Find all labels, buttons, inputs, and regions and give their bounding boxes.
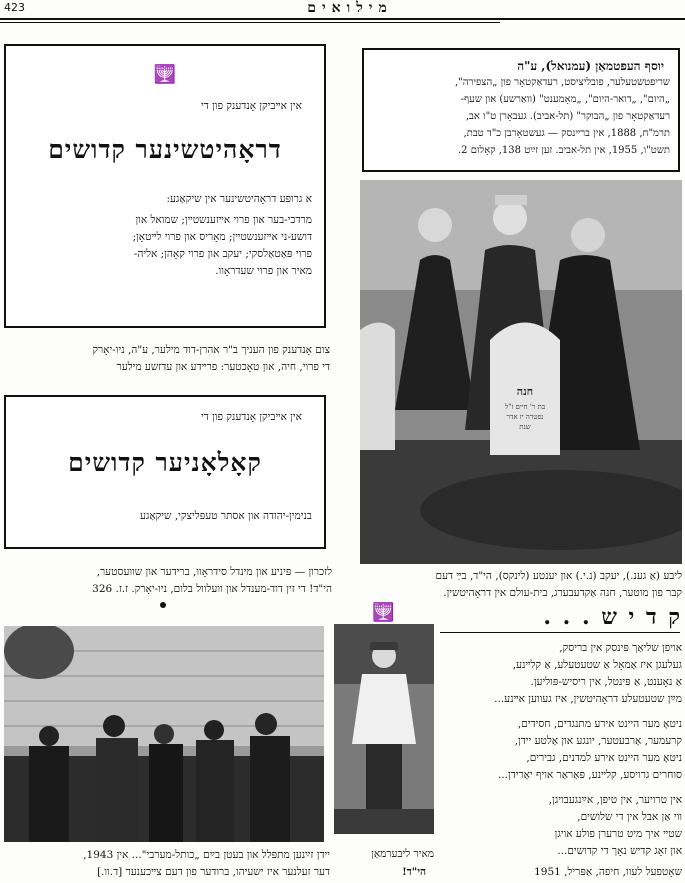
memorial-box-drohichin: [4, 44, 326, 328]
header-rule-thin: [0, 22, 500, 23]
header-rule: [0, 18, 685, 20]
kaddish-stanza-1: אויפן שליאַך פּינסק אין בריסק, געלעגן איז אַמאָל אַ שטעטעלע, אַ קלײנע, אַ נאָענט, אַ פּינטל, אין ריסיש-פּוליען. מײַן שטעטעלע דראָהיטשין, איז געווען אײנע...: [494, 642, 682, 705]
photo-meir-liberman: [334, 624, 434, 834]
page-number: 423: [4, 1, 25, 14]
box2-donors: בנימין-יהודה און אסתר טעפּליצקי, שיקאַגע: [139, 510, 312, 522]
photo-grave-visit: [360, 180, 682, 564]
kaddish-rule: [440, 632, 680, 633]
small-photo-name: מאיר ליבערמאַן: [371, 848, 434, 860]
memorial-box-kolonie: [4, 395, 326, 549]
box2-title: קאָלאָניער קדושים: [68, 448, 262, 477]
kaddish-title: ק ד י ש . . .: [543, 604, 682, 630]
zikaron-note: לזכרון — פּיניע און מינדל סידראָוו, ברידער און שוועסטער, הי"ד! די זין דוד-מענדל און וועלוול בלום, ניו-יאָרק. ז.ז. 326: [92, 566, 332, 595]
small-photo-tag: הי"ד!: [402, 866, 426, 878]
tombstone-text: בת ר' חיים ז"ל נפטרה יז אדר שנת: [504, 403, 546, 431]
photo-wall-caption: יידן זײַנען מתפּלל און בעטן בײַם „כותל-מערבי"... אין 1943, דער זעלנער איז ישעיהו, ברודער פון דעם צײכענער [ד.וו.]: [83, 849, 330, 878]
bio-text: שריפטשטעלער, פובליציסט, רעדאַקטאָר פון „הצפירה", „היום", „דואר-היום", „מאָמענט" (וואַרשע) און שעף- רעדאַקטאָר פון „הבוקר" (תל-אביב). געבאָרן ט"ו אב, תרמ"ח, 1888, אין ברײנסק — געשטאָרבן כ"ד טבת, תשט"ו, 1955, אין תל-אביב. זען זײַט 138, קאָלום 2.: [454, 77, 670, 156]
box1-group: א גרופּע דראָהיטשינער אין שיקאַגע:: [166, 193, 312, 205]
photo-western-wall: [4, 626, 324, 842]
box1-intro: אין אײביקן אָנדענק פון די: [200, 100, 302, 112]
bio-name: יוסף העפטמאַן (עמנואל), ע"ה: [517, 59, 664, 73]
menorah-icon: 🕎: [372, 602, 395, 623]
bio-box: [362, 48, 680, 172]
box2-intro: אין אײביקן אָנדענק פון די: [200, 411, 302, 423]
bullet-dot: [160, 602, 166, 608]
box1-title: דראָהיטשינער קדושים: [48, 135, 282, 164]
tombstone-name: חנה: [516, 385, 534, 398]
running-title: מילואים: [307, 0, 393, 16]
photo-grave-caption: ליבע (אַ גענ.), יעקב (נ.י.) און יענטע (לינקס), הי"ד, בײַ דעם קבר פון מוטער, חנה אַקדעבערג, בית-עולם אין דראָהיטשין.: [435, 570, 682, 599]
kaddish-stanza-3: אין טרויער, אין טיפן, אײַנגעבויגן, ווי אַן אבל אין די שלושים, שטײ איך מיט טרערן פולע אויגן און זאָג קדיש נאָך די קדושים...: [548, 794, 682, 857]
menorah-icon: 🕎: [153, 64, 177, 85]
memorial-line: צום אָנדענק פון העניך ב"ר אהרן-דוד מילער, ע"ה, ניו-יאָרק די פרוי, חיה, און טאָכטער: פרײדע און עדזשע מילער: [92, 344, 330, 373]
kaddish-stanza-2: ניטאָ מער היינט אירע מתנגדים, חסידים, קרעמער, אַרבעטער, יונגע און אַלטע יידן, ניטאָ מער היינט אירע למדנים, גבירים, סוחרים גרויסע, קלײנע, פּאַראַר אויף יאַרידן...: [497, 718, 682, 781]
box1-names: מרדכי-בער און פרוי אײזענשטײן; שמואל און דושע-ני אײזענשטײן; מאָריס און פרוי לײטאָן; פרוי פּאַטאַלסקי; יעקב און פרוי קאָהן; אליה- מאיר און פרוי שעדראָוו.: [132, 214, 312, 277]
kaddish-signature: שאָטפעל לעוו, חיפה, אַפּריל, 1951: [534, 866, 682, 878]
